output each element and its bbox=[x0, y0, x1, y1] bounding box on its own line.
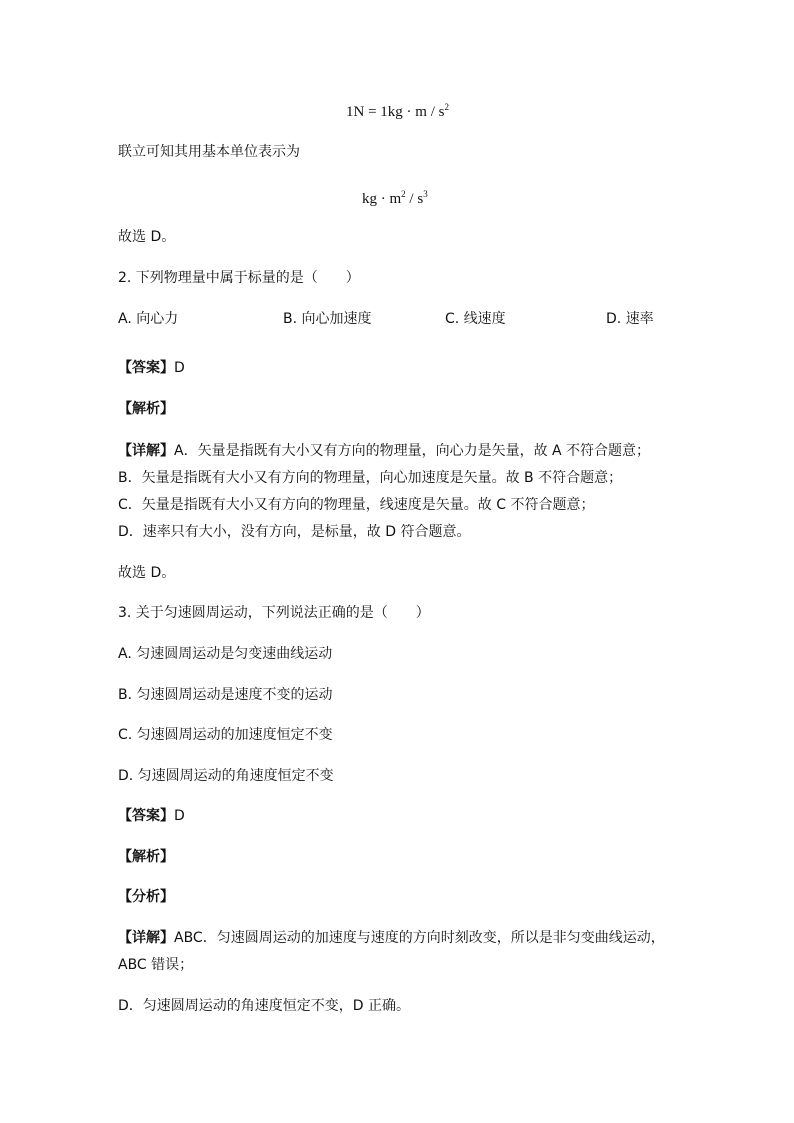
q3-option-b: B. 匀速圆周运动是速度不变的运动 bbox=[118, 687, 333, 703]
q2-conclusion: 故选 D。 bbox=[118, 565, 176, 581]
q3-detail-line-1: 【详解】ABC．匀速圆周运动的加速度与速度的方向时刻改变，所以是非匀变曲线运动， bbox=[118, 930, 665, 946]
q2-option-d: D. 速率 bbox=[606, 311, 654, 327]
q2-detail-line-4: D．速率只有大小，没有方向，是标量，故 D 符合题意。 bbox=[118, 524, 471, 540]
q1-conclusion: 故选 D。 bbox=[118, 229, 176, 245]
q3-stem: 3. 关于匀速圆周运动，下列说法正确的是（ ） bbox=[118, 605, 430, 621]
q3-answer: 【答案】D bbox=[118, 808, 185, 824]
q2-answer: 【答案】D bbox=[118, 360, 185, 376]
q3-option-a: A. 匀速圆周运动是匀变速曲线运动 bbox=[118, 646, 333, 662]
q2-option-b: B. 向心加速度 bbox=[283, 311, 372, 327]
q2-detail-line-3: C．矢量是指既有大小又有方向的物理量，线速度是矢量。故 C 不符合题意； bbox=[118, 497, 595, 513]
answer-tag: 【答案】 bbox=[118, 360, 174, 376]
q3-fenxi-heading: 【分析】 bbox=[118, 889, 174, 905]
q2-option-a: A. 向心力 bbox=[118, 311, 179, 327]
formula-newton-units: $1N = 1kg \cdot m / s^2$ bbox=[346, 102, 449, 120]
q2-analysis-heading: 【解析】 bbox=[118, 401, 174, 417]
q3-analysis-heading: 【解析】 bbox=[118, 849, 174, 865]
q2-detail-line-1: 【详解】A．矢量是指既有大小又有方向的物理量，向心力是矢量，故 A 不符合题意； bbox=[118, 443, 651, 459]
q3-option-d: D. 匀速圆周运动的角速度恒定不变 bbox=[118, 768, 334, 784]
formula-base-units: kg · $m^2 / s^3$ bbox=[362, 189, 428, 207]
q2-detail-line-2: B．矢量是指既有大小又有方向的物理量，向心加速度是矢量。故 B 不符合题意； bbox=[118, 470, 623, 486]
q2-stem: 2. 下列物理量中属于标量的是（ ） bbox=[118, 270, 360, 286]
q2-option-c: C. 线速度 bbox=[445, 311, 506, 327]
q3-detail-line-3: D．匀速圆周运动的角速度恒定不变，D 正确。 bbox=[118, 998, 411, 1014]
text-lianli: 联立可知其用基本单位表示为 bbox=[118, 144, 300, 160]
q3-detail-line-2: ABC 错误； bbox=[118, 957, 194, 973]
q3-option-c: C. 匀速圆周运动的加速度恒定不变 bbox=[118, 727, 333, 743]
